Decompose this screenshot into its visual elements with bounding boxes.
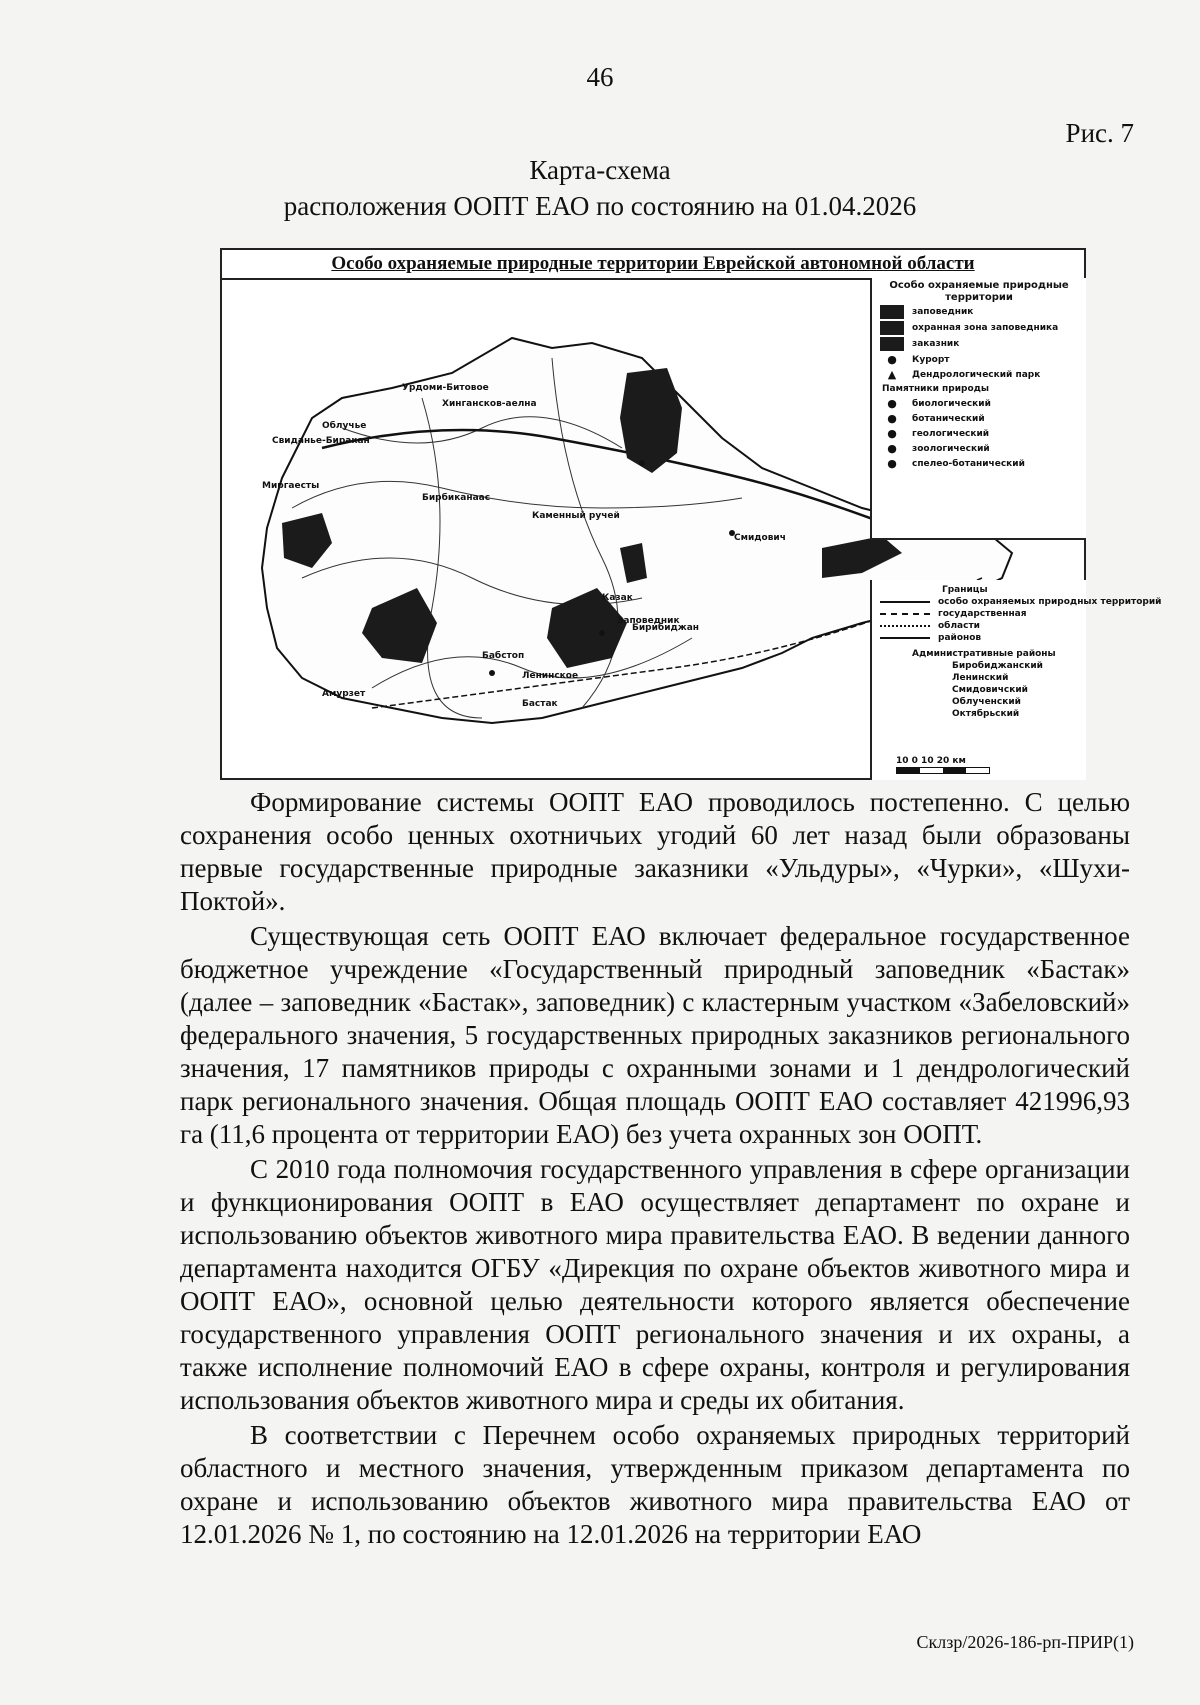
place-label: Урдоми-Битовое: [402, 383, 489, 393]
legend-subtitle: Памятники природы: [882, 384, 990, 394]
boundaries-title: Границы: [942, 585, 988, 595]
place-label: Бирбиканаас: [422, 493, 491, 503]
dot-icon: ●: [887, 412, 897, 425]
place-label: Смидович: [734, 533, 786, 543]
boundary-item: области: [872, 620, 1086, 632]
pin-icon: ●: [887, 353, 897, 366]
dotted-line-icon: [880, 625, 930, 627]
dashed-line-icon: [880, 613, 930, 615]
triangle-icon: ▲: [887, 368, 897, 381]
place-label: Облучье: [322, 421, 367, 431]
legend-item-reserve: заповедник: [872, 304, 1086, 320]
legend-monument: ● спелео-ботанический: [872, 456, 1086, 471]
scale-bar-graphic: [896, 767, 990, 774]
map-legend: [870, 278, 1086, 540]
reserve-swatch: [880, 305, 904, 319]
boundary-item: государственная: [872, 608, 1086, 620]
place-label: Бабстоп: [482, 651, 525, 661]
caption-line-2: расположения ООПТ ЕАО по состоянию на 01.04.2026: [283, 191, 917, 221]
districts-title: Административные районы: [912, 649, 1056, 659]
dot-icon: ●: [887, 457, 897, 470]
legend-monument: ● геологический: [872, 426, 1086, 441]
dot-icon: ●: [887, 427, 897, 440]
paragraph: Существующая сеть ООПТ ЕАО включает федеральное государственное бюджетное учреждение «Государственный природный заповедник «Бастак» (далее – заповедник «Бастак», заповедник) с кластерным участком «Забеловский» федерального значения, 5 государственных природных заказников регионального значения, 17 памятников природы с охранными зонами и 1 дендрологический парк регионального значения. Общая площадь ООПТ ЕАО составляет 421996,93 га (11,6 процента от территории ЕАО) без учета охранных зон ООПТ.: [180, 921, 1130, 1149]
paragraph: С 2010 года полномочия государственного управления в сфере организации и функционирования ООПТ в ЕАО осуществляет департамент по охране и использованию объектов животного мира правительства ЕАО. В ведении данного департамента находится ОГБУ «Дирекция по охране объектов животного мира и ООПТ ЕАО», основной целью деятельности которого является обеспечение государственного управления ООПТ регионального значения и их охраны, а также исполнение полномочий ЕАО в сфере охраны, контроля и регулирования использования объектов животного мира и среды их обитания.: [180, 1154, 1130, 1415]
place-label: Амурзет: [322, 689, 366, 699]
map-figure: [220, 248, 1162, 780]
figure-caption: [0, 152, 1200, 224]
buffer-swatch: [880, 321, 904, 335]
solid-line-icon: [880, 637, 930, 639]
legend-title: Особо охраняемые природные территории: [889, 280, 1069, 303]
place-label: Хингансков-аелна: [442, 399, 537, 409]
figure-label: Рис. 7: [1065, 118, 1134, 148]
legend-item-dendropark: ▲ Дендрологический парк: [872, 367, 1086, 382]
dot-icon: ●: [887, 442, 897, 455]
legend-item-resort: ● Курорт: [872, 352, 1086, 367]
legend-monument: ● биологический: [872, 396, 1086, 411]
district-item: Октябрьский: [952, 709, 1020, 719]
place-label: Бирибиджан: [632, 623, 700, 633]
place-label: Ленинское: [522, 671, 579, 681]
place-label: Казак: [602, 593, 633, 603]
place-label: Миргаесты: [262, 481, 320, 491]
district-item: Ленинский: [952, 673, 1009, 683]
body-text: [180, 786, 1130, 1553]
paragraph: Формирование системы ООПТ ЕАО проводилось постепенно. С целью сохранения особо ценных охотничьих угодий 60 лет назад были образованы первые государственные природные заказники «Ульдуры», «Чурки», «Шухи-Поктой».: [180, 787, 1130, 916]
district-item: Биробиджанский: [952, 661, 1043, 671]
place-label: Свиданье-Биракан: [272, 436, 370, 446]
dot-icon: ●: [887, 397, 897, 410]
legend-item-sanctuary: заказник: [872, 336, 1086, 352]
boundary-item: особо охраняемых природных территорий: [872, 596, 1086, 608]
paragraph: В соответствии с Перечнем особо охраняемых природных территорий областного и местного значения, утвержденным приказом департамента по охране и использованию объектов животного мира правительства ЕАО от 12.01.2026 № 1, по состоянию на 12.01.2026 на территории ЕАО: [180, 1420, 1130, 1549]
legend-monument: ● зоологический: [872, 441, 1086, 456]
place-label: Заповедник: [617, 616, 680, 626]
map-legend-boundaries: [870, 580, 1162, 780]
boundary-item: районов: [872, 632, 1086, 644]
map-title: Особо охраняемые природные территории Еврейской автономной области: [222, 250, 1084, 280]
district-item: Смидовичский: [952, 685, 1028, 695]
caption-line-1: Карта-схема: [529, 155, 671, 185]
place-label: Каменный ручей: [532, 511, 620, 521]
legend-monument: ● ботанический: [872, 411, 1086, 426]
sanctuary-swatch: [880, 337, 904, 351]
district-item: Облученский: [952, 697, 1021, 707]
page-number: 46: [586, 62, 614, 92]
solid-line-icon: [880, 601, 930, 603]
place-label: Бастак: [522, 699, 558, 709]
scale-bar: [896, 756, 990, 774]
legend-item-buffer: охранная зона заповедника: [872, 320, 1086, 336]
scale-label: 10 0 10 20 км: [896, 756, 966, 766]
place-dot: [639, 460, 645, 466]
document-code: Склзр/2026-186-рп-ПРИР(1): [916, 1632, 1134, 1652]
place-dot: [489, 670, 495, 676]
place-dot: [599, 630, 605, 636]
